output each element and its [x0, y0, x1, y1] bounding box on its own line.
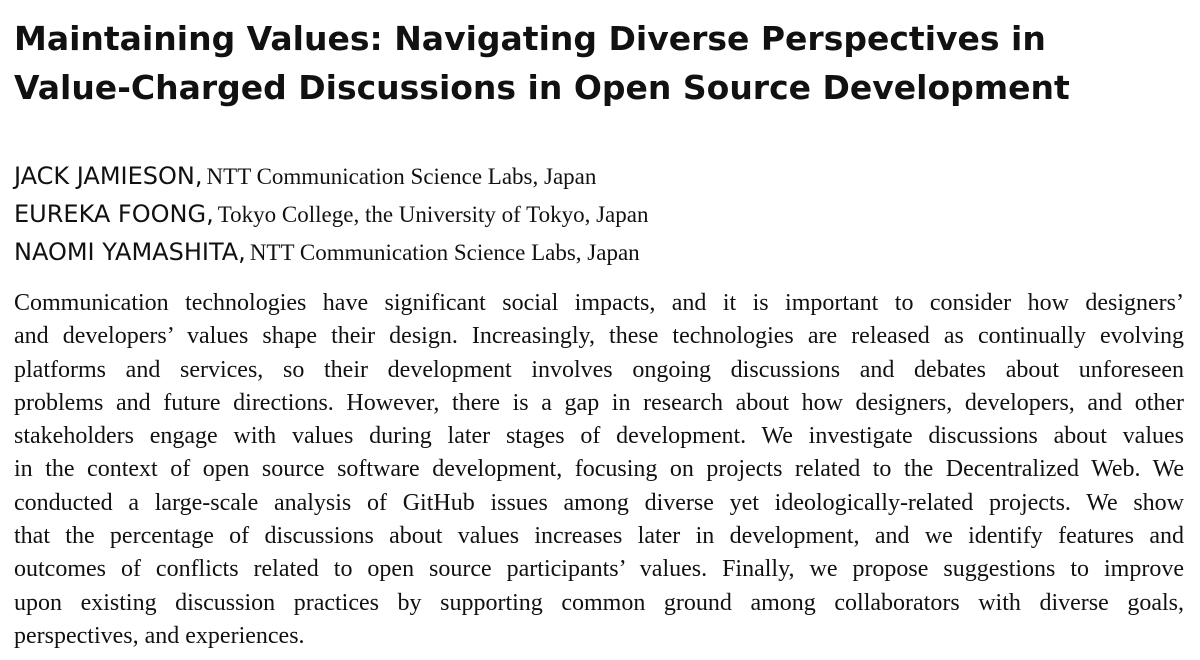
abstract-line: stakeholders engage with values during later stages of development. We investigate discussions about values	[14, 423, 1184, 450]
author-separator: ,	[206, 200, 214, 228]
paper-page	[14, 0, 1190, 660]
author-affiliation: NTT Communication Science Labs, Japan	[249, 240, 640, 265]
abstract-line: problems and future directions. However, there is a gap in research about how designers, developers, and other	[14, 389, 1184, 416]
paper-title-line: Maintaining Values: Navigating Diverse Perspectives in	[14, 19, 1046, 58]
abstract-line: outcomes of conflicts related to open source participants’ values. Finally, we propose suggestions to improve	[14, 556, 1184, 583]
author-separator: ,	[238, 238, 246, 266]
abstract-line: perspectives, and experiences.	[14, 622, 305, 649]
author-name: NAOMI YAMASHITA	[14, 238, 239, 266]
author-entry	[14, 233, 1190, 271]
abstract-line: platforms and services, so their development involves ongoing discussions and debates about unforeseen	[14, 356, 1184, 383]
author-separator: ,	[194, 162, 203, 190]
abstract-line: Communication technologies have significant social impacts, and it is important to consider how designers’	[14, 290, 1184, 316]
author-affiliation: Tokyo College, the University of Tokyo, Japan	[217, 202, 649, 227]
author-name: EUREKA FOONG	[14, 200, 207, 228]
abstract-line: upon existing discussion practices by supporting common ground among collaborators with diverse goals,	[14, 589, 1184, 616]
right-margin	[1190, 0, 1200, 660]
author-entry	[14, 157, 1190, 195]
author-name: JACK JAMIESON	[14, 162, 195, 190]
abstract	[14, 287, 1190, 653]
paper-title	[14, 14, 1190, 112]
abstract-line: and developers’ values shape their design. Increasingly, these technologies are released as continually evolving	[14, 323, 1184, 350]
author-affiliation: NTT Communication Science Labs, Japan	[206, 164, 597, 189]
paper-title-line: Value-Charged Discussions in Open Source Development	[14, 68, 1070, 107]
abstract-line: that the percentage of discussions about values increases later in development, and we identify features and	[14, 523, 1184, 550]
author-list	[14, 157, 1190, 271]
author-entry	[14, 195, 1190, 233]
abstract-line: conducted a large-scale analysis of GitHub issues among diverse yet ideologically-related projects. We show	[14, 489, 1184, 516]
abstract-line: in the context of open source software development, focusing on projects related to the Decentralized Web. We	[14, 456, 1184, 483]
